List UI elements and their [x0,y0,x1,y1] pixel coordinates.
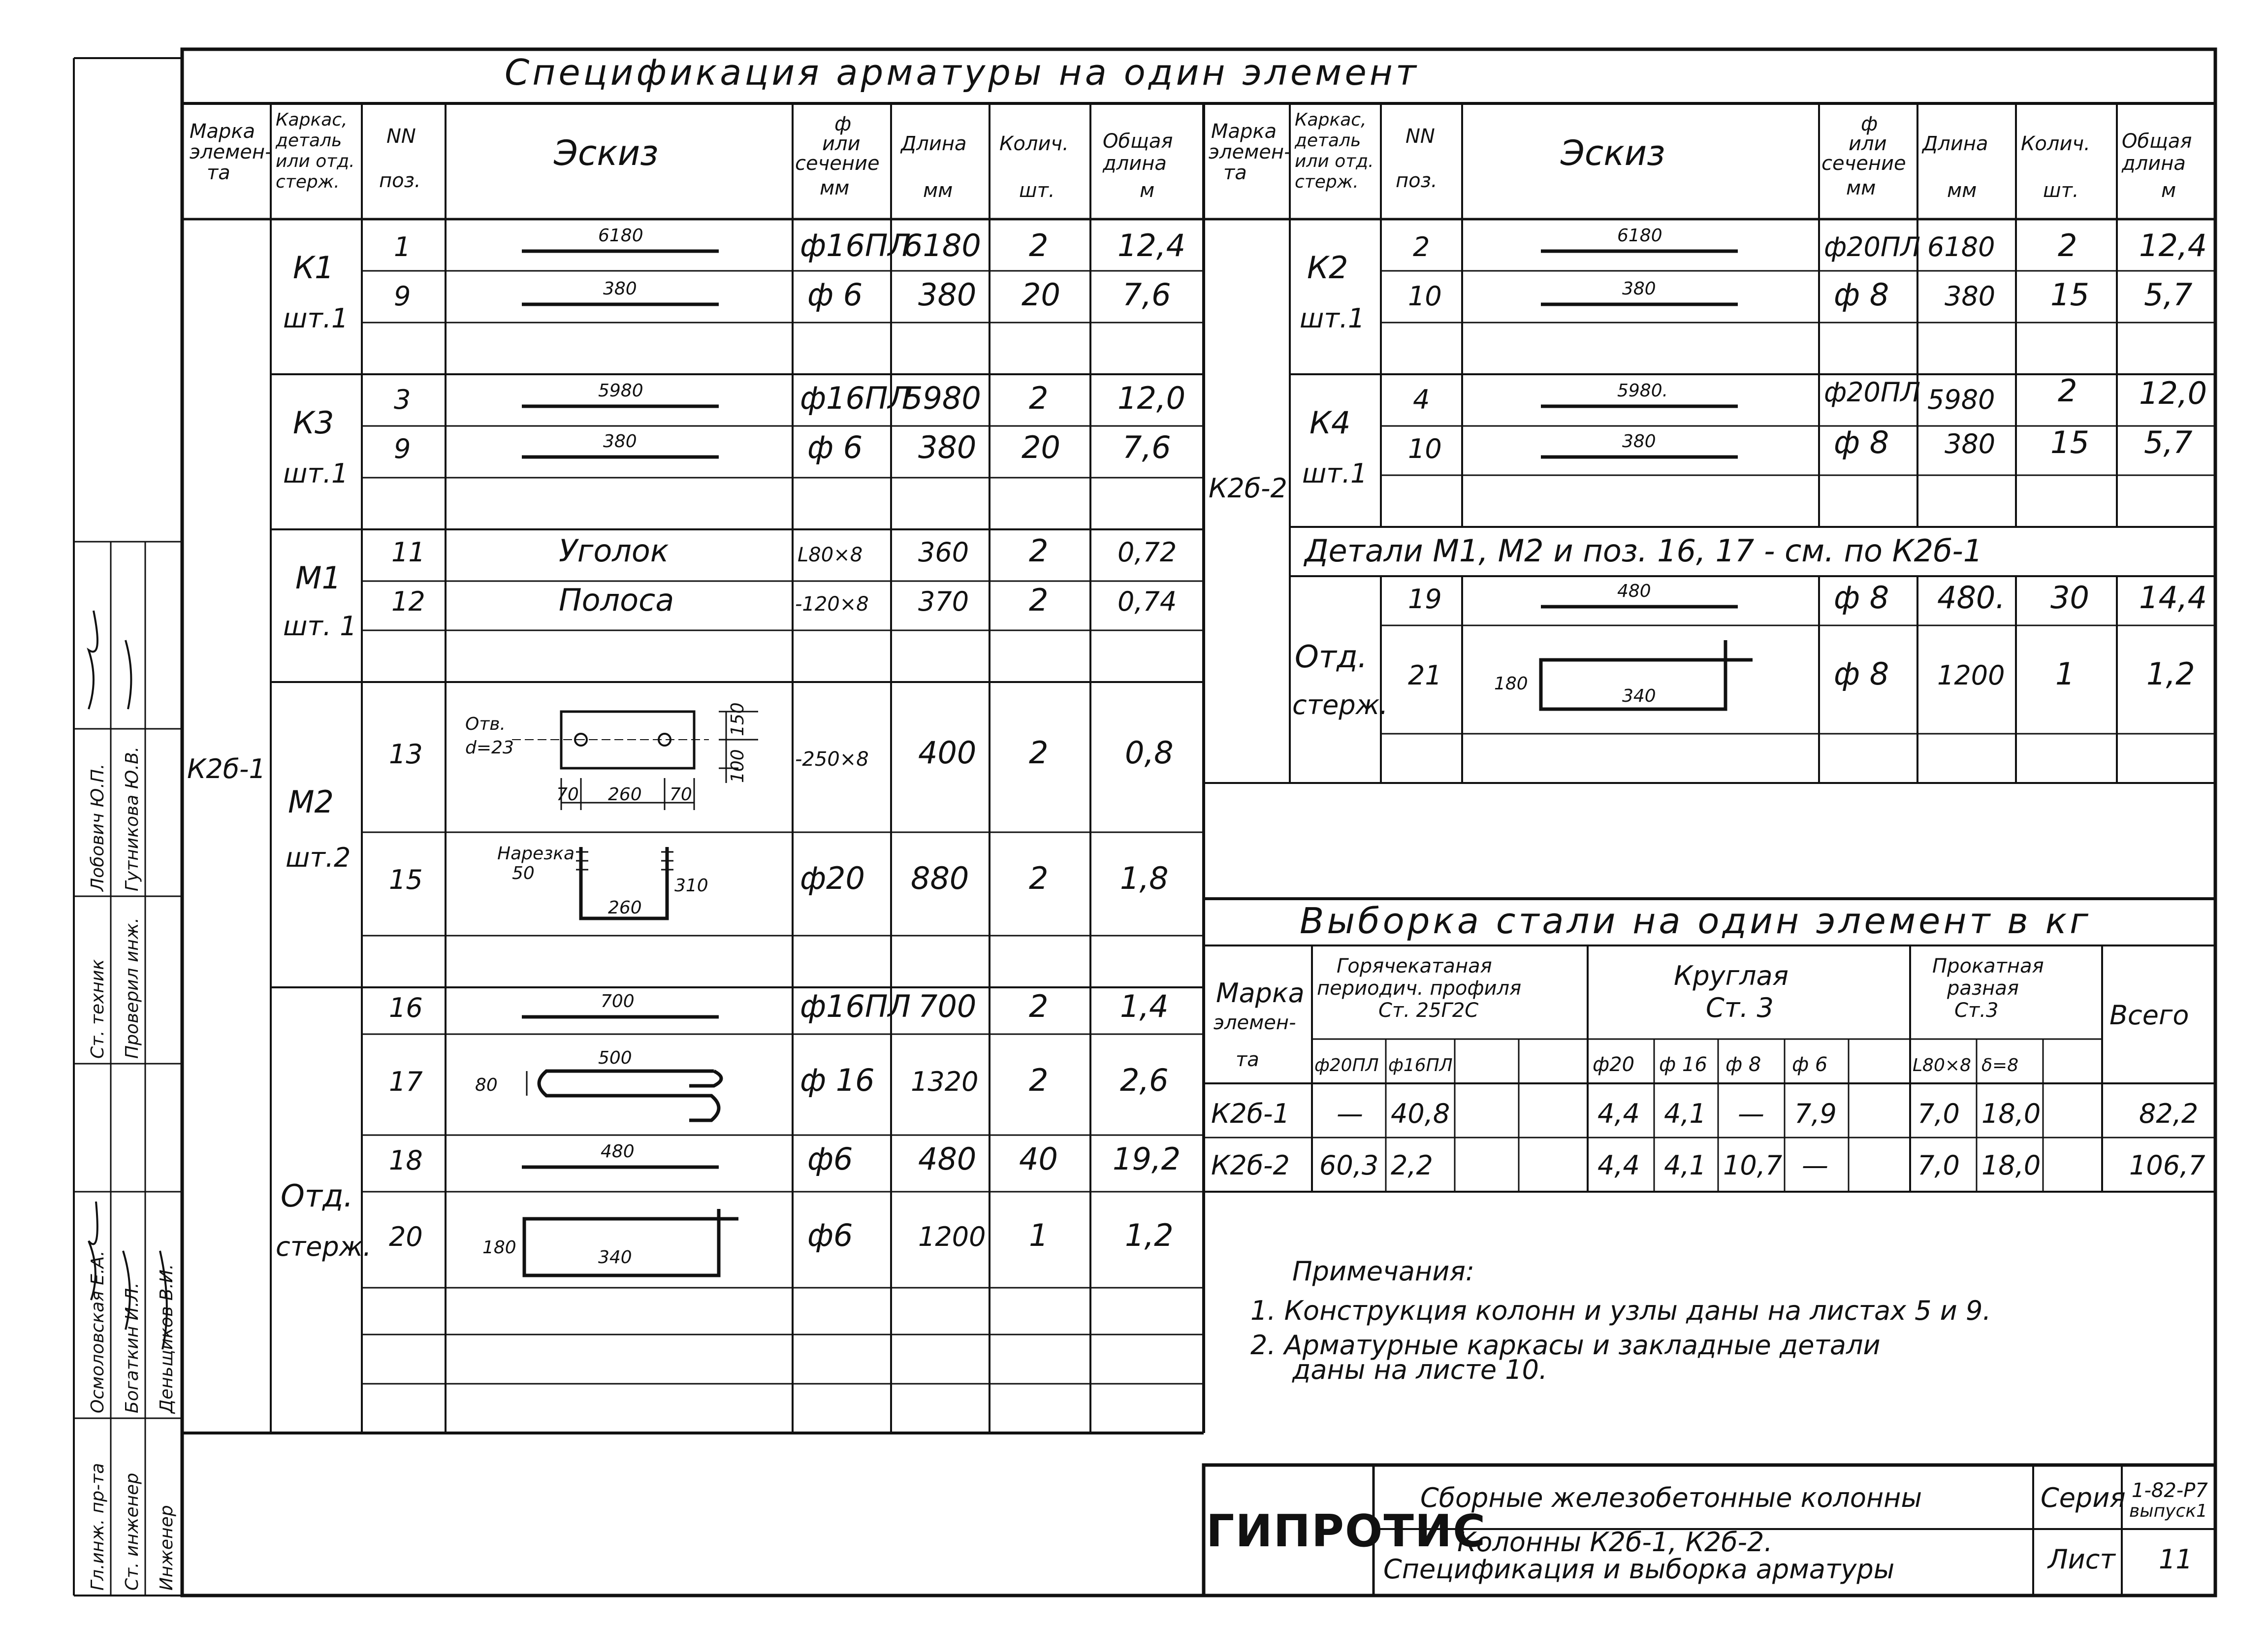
group-m2-name: М2 [288,784,334,820]
dim-left: 180 [1494,674,1528,694]
side-title-2: Проверил инж. [122,917,142,1059]
row-dia: ф 8 [1834,656,1889,692]
row-len: 700 [918,988,977,1024]
side-title-1: Ст. техник [88,959,108,1059]
hdr-r-total-3: м [2161,179,2176,202]
row-dia: ф6 [807,1141,853,1177]
table-row [1408,424,2193,464]
steel-h-hot-3: Ст. 25Г2С [1378,999,1479,1022]
hdr-qty-1: Колич. [999,132,1069,155]
hdr-r-qty-1: Колич. [2021,132,2090,155]
group-od-qty: стерж. [1292,689,1388,720]
row-qty: 2 [1029,228,1049,263]
stamp-title-3: Спецификация и выборка арматуры [1383,1554,1895,1585]
sketch-length: 5980 [598,381,643,401]
row-pos: 16 [389,992,423,1023]
sketch-length: 480 [601,1141,635,1162]
hdr-total-3: м [1140,179,1155,202]
hdr-r-frame-1: Каркас, [1295,110,1367,130]
sketch-length: 480 [1617,581,1651,601]
group-k1-qty: шт.1 [283,303,349,334]
thread-label: Нарезка [497,844,575,864]
sketch-length: 380 [603,431,637,452]
row-len: 380 [918,429,977,465]
group-k2-name: К2 [1307,250,1348,286]
row-pos: 18 [389,1145,423,1176]
group-od-qty: стерж. [276,1231,372,1262]
row-qty: 15 [2050,277,2089,313]
row-qty: 2 [2058,373,2077,409]
steel-h-mark-2: элемен- [1214,1011,1296,1034]
row-pos: 17 [389,1066,423,1097]
steel-h-rolled-2: разная [1947,977,2019,1000]
sketch-length: 380 [1622,279,1656,299]
steel-row-mark: К2б-2 [1211,1150,1290,1181]
row-total: 0,8 [1125,735,1174,771]
group-m1-name: М1 [295,560,341,596]
hdr-r-qty-2: шт. [2043,179,2079,202]
side-person-1: Осмоловская Е.А. [88,1250,108,1413]
hdr-frame-1: Каркас, [276,110,348,130]
sheet-value: 11 [2159,1544,2193,1575]
hdr-qty-2: шт. [1019,179,1055,202]
hdr-frame-3: или отд. [276,151,355,171]
steel-cell-f16pl: 2,2 [1391,1150,1433,1181]
hdr-dia-1: ф [834,113,852,135]
sketch-length: 380 [1622,431,1656,452]
steel-h-round-1: Круглая [1674,960,1789,991]
steel-h-round-2: Ст. 3 [1706,992,1774,1023]
steel-cell-f20pl: 60,3 [1319,1150,1379,1181]
dim-height: 310 [674,876,708,896]
row-dia: ф 8 [1834,424,1889,460]
row-total: 7,6 [1122,277,1171,313]
mark-k2b2: К2б-2 [1209,473,1287,504]
row-dia: ф 6 [807,429,863,465]
row-qty: 40 [1019,1141,1058,1177]
steel-sub-delta: δ=8 [1981,1055,2019,1075]
hole-diameter: d=23 [465,738,514,758]
note-2: 2. Арматурные каркасы и закладные детали [1250,1330,1881,1361]
group-od-name: Отд. [1295,639,1368,675]
side-stamp [88,611,177,1591]
steel-cell-f20: 4,4 [1597,1150,1640,1181]
hdr-pos-1: NN [386,125,416,148]
hdr-r-mark-2: элемен- [1209,141,1291,163]
row-total: 7,6 [1122,429,1171,465]
signature-1 [89,611,131,709]
row-len: 1200 [918,1221,986,1252]
steel-h-hot-2: периодич. профиля [1317,977,1522,1000]
thread-length: 50 [512,863,535,883]
row-pos: 15 [389,864,423,895]
steel-sub-l80: L80×8 [1913,1055,1971,1075]
hdr-r-total-1: Общая [2122,130,2192,153]
mark-k2b1: К2б-1 [187,753,266,784]
side-person-3: Деньщиков В.И. [157,1264,177,1413]
dim-70-right: 70 [670,784,692,805]
group-k4-qty: шт.1 [1302,458,1368,489]
hook-bar-sketch [527,1071,721,1120]
steel-cell-l80: 7,0 [1917,1098,1960,1129]
side-person-2: Богаткин И.Л. [122,1282,142,1413]
right-rows [1408,226,2207,709]
hdr-r-frame-4: стерж. [1295,172,1359,192]
stamp-title-1: Сборные железобетонные колонны [1420,1482,1922,1513]
steel-cell-f16: 4,1 [1664,1098,1706,1129]
row-pos: 4 [1413,384,1430,415]
hdr-r-frame-3: или отд. [1295,151,1374,171]
row-pos: 9 [394,281,411,312]
hdr-r-pos-2: поз. [1396,169,1437,192]
sketch-length: 5980. [1617,381,1668,401]
note-1: 1. Конструкция колонн и узлы даны на листах 5 и 9. [1250,1295,1991,1326]
row-dia: ф 8 [1834,277,1889,313]
hdr-r-frame-2: деталь [1295,130,1361,151]
row-len: 380 [1945,428,1996,459]
series-value: 1-82-Р7 [2132,1479,2208,1502]
row-qty: 2 [1029,533,1049,569]
steel-cell-f20: 4,4 [1597,1098,1640,1129]
notes-title: Примечания: [1292,1256,1475,1287]
group-k1-name: К1 [293,250,334,286]
table-row [394,429,1171,465]
row-dia: ф6 [807,1217,853,1253]
group-m1-qty: шт. 1 [283,611,357,642]
row-qty: 2 [1029,380,1049,416]
sketch-name: Полоса [559,582,674,618]
row-total: 1,4 [1120,988,1169,1024]
table-row [394,226,1185,263]
row-qty: 2 [1029,860,1049,896]
side-top-person-1: Лобович Ю.П. [88,763,108,891]
org-logo: ГИПРОТИС [1206,1505,1487,1557]
row-qty: 2 [1029,1062,1049,1098]
row-len: 480. [1937,580,2006,616]
hdr-total-1: Общая [1103,130,1173,153]
hdr-r-mark-1: Марка [1211,120,1277,143]
row-len: 880 [911,860,969,896]
side-role-3: Инженер [157,1505,177,1591]
row-pos: 12 [391,586,425,617]
row-dia: ф 16 [800,1062,875,1098]
hdr-r-total-2: длина [2122,152,2186,175]
group-k2-qty: шт.1 [1300,303,1365,334]
hdr-sketch: Эскиз [554,133,659,173]
spec-header-left [190,110,1173,202]
row-dia: -120×8 [795,593,869,616]
row-dia: ф20 [800,860,865,896]
row-pos: 19 [1408,584,1442,615]
table-row [1408,640,2195,709]
notes [1250,1256,1991,1385]
steel-cell-delta: 18,0 [1981,1098,2041,1129]
hdr-mark-1: Марка [190,120,256,143]
hdr-pos-2: поз. [379,169,421,192]
row-qty: 20 [1022,429,1060,465]
row-pos: 10 [1408,281,1442,312]
steel-cell-l80: 7,0 [1917,1150,1960,1181]
dim-70-left: 70 [556,784,579,805]
row-len: 6180 [903,228,981,263]
row-total: 5,7 [2144,424,2193,460]
sketch-length: 6180 [598,226,643,246]
steel-h-mark-1: Марка [1216,977,1305,1009]
steel-sub-f16pl: ф16ПЛ [1388,1055,1453,1075]
spec-header-right [1209,110,2192,202]
row-len: 1200 [1937,660,2005,691]
table-row [1413,373,2207,415]
table-row [389,1209,1174,1275]
side-role-1: Гл.инж. пр-та [88,1463,108,1591]
row-pos: 2 [1413,231,1430,262]
row-dia: -250×8 [795,748,869,771]
row-dia: ф16ПЛ [800,988,911,1024]
row-dia: ф16ПЛ [800,380,911,416]
row-total: 14,4 [2139,580,2207,616]
steel-sub-f6: ф 6 [1792,1053,1828,1076]
row-len: 480 [918,1141,977,1177]
hdr-r-dia-4: мм [1846,177,1876,199]
table-row [389,702,1174,810]
hdr-frame-4: стерж. [276,172,340,192]
row-dia: ф20ПЛ [1824,377,1921,408]
table-row [1211,1150,2205,1181]
dim-length: 340 [598,1247,632,1268]
table-row [1413,226,2207,263]
row-qty: 2 [1029,988,1049,1024]
row-total: 1,2 [2146,656,2195,692]
series-label: Серия [2041,1482,2126,1513]
steel-row-mark: К2б-1 [1211,1098,1290,1129]
row-pos: 21 [1408,660,1442,691]
row-total: 19,2 [1113,1141,1181,1177]
sketch-name: Уголок [559,533,669,569]
row-dia: L80×8 [798,544,863,566]
row-pos: 9 [394,433,411,464]
issue-label: выпуск1 [2129,1501,2207,1521]
row-total: 12,4 [1118,228,1186,263]
table-row [1408,580,2207,616]
steel-row-total: 106,7 [2129,1150,2205,1181]
steel-h-hot-1: Горячекатаная [1337,955,1492,977]
sketch-length: 380 [603,279,637,299]
table-row [389,1141,1181,1177]
dim-150: 150 [728,702,748,736]
row-total: 2,6 [1120,1062,1169,1098]
table-row [394,277,1171,313]
row-total: 1,8 [1120,860,1169,896]
row-pos: 13 [389,739,423,770]
group-m2-qty: шт.2 [286,842,351,873]
hdr-r-pos-1: NN [1406,125,1435,148]
hdr-len-2: мм [923,179,953,202]
hdr-r-dia-1: ф [1861,113,1878,135]
steel-h-mark-3: та [1236,1048,1259,1071]
steel-h-total: Всего [2109,1000,2189,1031]
table-row [389,844,1169,918]
hole-label: Отв. [465,714,506,734]
steel-sub-f16: ф 16 [1659,1053,1707,1076]
group-od-name: Отд. [281,1178,353,1214]
dim-100: 100 [728,749,748,783]
row-len: 5980 [903,380,981,416]
row-len: 6180 [1927,231,1995,262]
row-len: 400 [918,735,977,771]
row-len: 380 [1945,281,1996,312]
dim-260: 260 [608,784,642,805]
steel-sub-f20: ф20 [1593,1053,1635,1076]
row-pos: 1 [394,231,411,262]
row-len: 5980 [1927,384,1995,415]
row-total: 12,0 [2139,375,2207,411]
steel-cell-f8: 10,7 [1723,1150,1783,1181]
sheet-label: Лист [2048,1544,2115,1575]
row-total: 0,72 [1118,537,1177,568]
stamp-title-2: Колонны К2б-1, К2б-2. [1457,1527,1773,1558]
row-qty: 2 [2058,228,2077,263]
table-row [389,1048,1169,1120]
right-groups [1209,250,1982,720]
steel-cell-f6: 7,9 [1794,1098,1837,1129]
group-k3-name: К3 [293,405,334,441]
steel-cell-f8: — [1738,1098,1764,1129]
hdr-mark-3: та [207,162,230,184]
row-pos: 3 [394,384,411,415]
table-row [1211,1098,2198,1129]
dim-left: 180 [482,1238,516,1258]
side-top-person-2: Гутникова Ю.В. [122,746,142,891]
bar-length: 500 [598,1048,632,1068]
steel-sub-f20pl: ф20ПЛ [1314,1055,1379,1075]
hdr-dia-3: сечение [795,152,880,175]
hdr-r-dia-2: или [1849,132,1887,155]
table-row [394,380,1185,416]
row-qty: 30 [2050,580,2089,616]
hdr-len-1: Длина [901,132,967,155]
steel-h-rolled-3: Ст.3 [1954,999,1999,1022]
dim-length: 340 [1622,686,1656,706]
row-dia: ф16ПЛ [800,228,911,263]
row-dia: ф20ПЛ [1824,231,1921,262]
row-pos: 11 [391,537,425,568]
steel-cell-f16: 4,1 [1664,1150,1706,1181]
note-2-cont: даны на листе 10. [1292,1354,1548,1385]
row-total: 12,4 [2139,228,2207,263]
row-dia: ф 8 [1834,580,1889,616]
spec-title: Спецификация арматуры на один элемент [505,52,1419,93]
row-qty: 1 [1029,1217,1049,1253]
row-qty: 2 [1029,582,1049,618]
table-row [1408,277,2193,313]
row-qty: 2 [1029,735,1049,771]
row-len: 1320 [911,1066,979,1097]
hdr-r-dia-3: сечение [1821,152,1906,175]
details-note: Детали М1, М2 и поз. 16, 17 - см. по К2б-1 [1305,533,1983,569]
steel-cell-f16pl: 40,8 [1391,1098,1450,1129]
side-role-2: Ст. инженер [122,1472,142,1591]
left-groups [187,250,371,1262]
group-k3-qty: шт.1 [283,458,349,489]
steel-h-rolled-1: Прокатная [1932,955,2044,977]
table-row [391,582,1177,618]
row-qty: 20 [1022,277,1060,313]
row-pos: 20 [389,1221,423,1252]
row-total: 0,74 [1118,586,1177,617]
hdr-total-2: длина [1103,152,1167,175]
row-dia: ф 6 [807,277,863,313]
row-len: 370 [918,586,969,617]
row-len: 360 [918,537,969,568]
sketch-length: 700 [601,991,635,1011]
hdr-frame-2: деталь [276,130,342,151]
row-pos: 10 [1408,433,1442,464]
row-len: 380 [918,277,977,313]
row-qty: 15 [2050,424,2089,460]
hdr-r-len-1: Длина [1922,132,1988,155]
steel-grid [1204,899,2215,1192]
hdr-dia-4: мм [820,177,850,199]
steel-cell-f6: — [1802,1150,1828,1181]
table-row [389,988,1169,1024]
hdr-dia-2: или [822,132,861,155]
hdr-r-mark-3: та [1223,162,1247,184]
steel-sub-f8: ф 8 [1725,1053,1761,1076]
row-total: 12,0 [1118,380,1186,416]
steel-title: Выборка стали на один элемент в кг [1300,900,2091,942]
left-rows [389,226,1185,1275]
hdr-mark-2: элемен- [190,141,272,163]
hdr-r-len-2: мм [1947,179,1977,202]
row-qty: 1 [2055,656,2075,692]
dim-width: 260 [608,898,642,918]
row-total: 1,2 [1125,1217,1174,1253]
row-total: 5,7 [2144,277,2193,313]
steel-row-total: 82,2 [2139,1098,2199,1129]
hook-dim: 80 [475,1075,498,1095]
steel-cell-delta: 18,0 [1981,1150,2041,1181]
sketch-length: 6180 [1617,226,1662,246]
spec-grid [182,103,2215,1433]
table-row [391,533,1177,569]
group-k4-name: К4 [1310,405,1351,441]
hdr-r-sketch: Эскиз [1561,133,1665,173]
steel-cell-f20pl: — [1337,1098,1363,1129]
